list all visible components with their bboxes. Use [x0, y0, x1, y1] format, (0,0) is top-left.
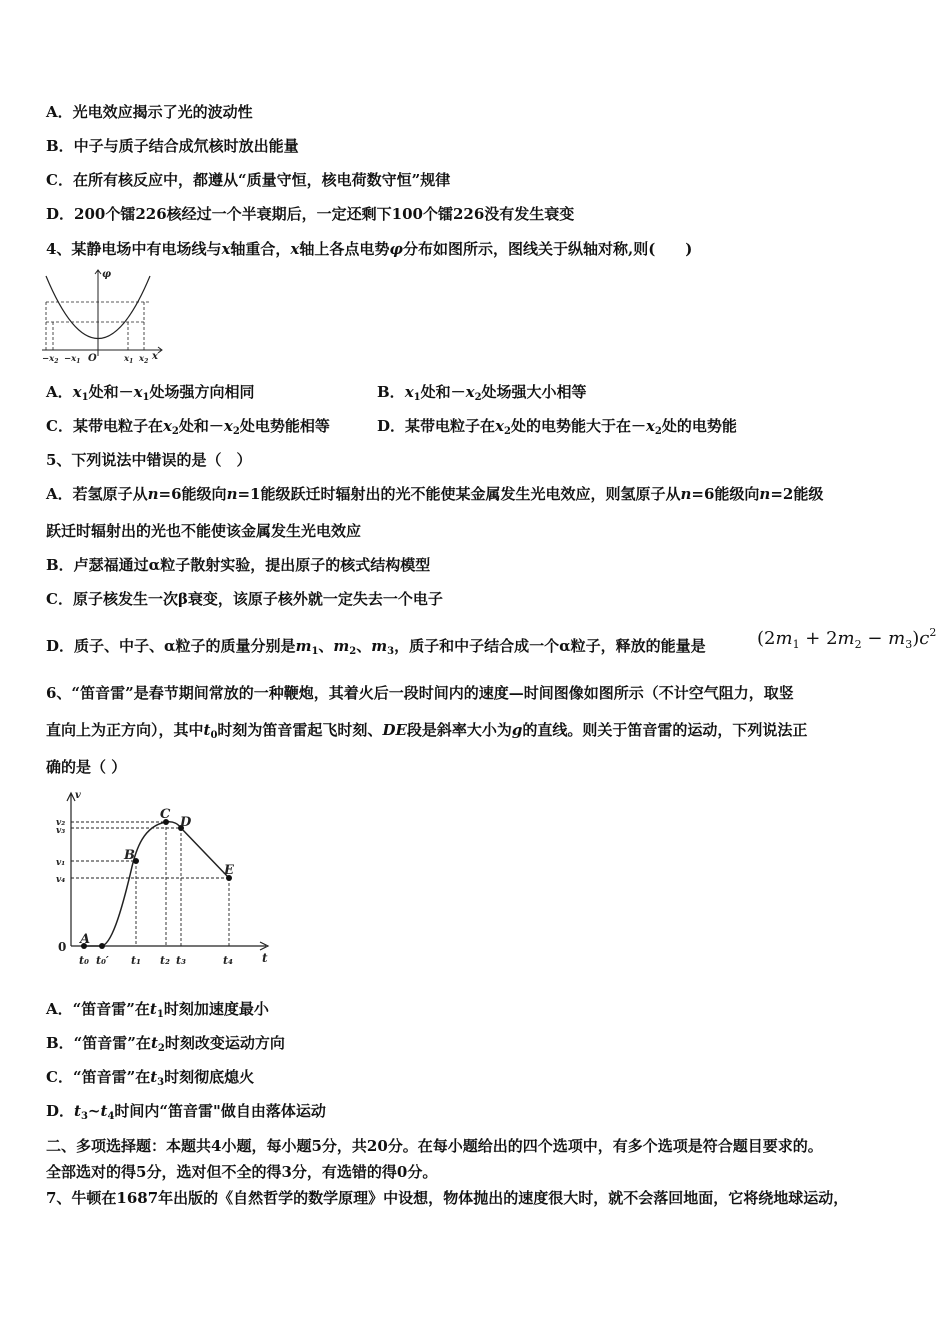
- q3-option-b: B．中子与质子结合成氘核时放出能量: [46, 137, 299, 155]
- q5-option-a-line2: 跃迁时辐射出的光也不能使该金属发生光电效应: [46, 522, 362, 540]
- section2-instructions-line2: 全部选对的得5分，选对但不全的得3分，有选错的得0分。: [46, 1163, 438, 1181]
- svg-text:v: v: [75, 790, 81, 801]
- tick-neg-x1: $-x_1$: [64, 354, 81, 365]
- svg-text:v₃: v₃: [56, 826, 66, 836]
- svg-text:t₂: t₂: [160, 954, 170, 967]
- origin-label: O: [88, 353, 97, 364]
- x-axis-label: x: [152, 351, 158, 362]
- q6-stem-line2: 直向上为正方向），其中$t_0$时刻为笛音雷起飞时刻、DE段是斜率大小为g的直线。则关于笛音雷的运动，下列说法正: [46, 721, 808, 741]
- q5-stem: 5、下列说法中错误的是（ ）: [46, 451, 252, 469]
- q3-option-d: D．200个镭226核经过一个半衰期后，一定还剩下100个镭226没有发生衰变: [46, 205, 575, 223]
- tick-x1: $x_1$: [124, 354, 134, 365]
- svg-text:t₀: t₀: [79, 954, 89, 967]
- svg-text:v₂: v₂: [56, 818, 66, 828]
- svg-text:0: 0: [58, 940, 67, 954]
- energy-formula: $(2m_1 + 2m_2 - m_3)c^2$: [757, 626, 937, 651]
- q4-option-c: C．某带电粒子在$x_2$处和$-x_2$处电势能相等: [46, 417, 330, 437]
- q6-option-d: D．$t_3\sim t_4$时间内“笛音雷"做自由落体运动: [46, 1102, 326, 1122]
- q6-stem-line3: 确的是（ ）: [46, 758, 127, 776]
- q4-option-a: A．$x_1$处和$-x_1$处场强方向相同: [46, 383, 255, 403]
- q4-option-b: B．$x_1$处和$-x_2$处场强大小相等: [377, 383, 587, 403]
- svg-text:A: A: [80, 932, 91, 947]
- svg-text:E: E: [224, 863, 234, 878]
- svg-text:t: t: [262, 951, 268, 965]
- q3-option-a: A．光电效应揭示了光的波动性: [46, 103, 253, 121]
- svg-text:t₁: t₁: [131, 954, 141, 967]
- q4-stem: 4、某静电场中有电场线与x轴重合，x轴上各点电势φ分布如图所示，图线关于纵轴对称,则( ): [46, 240, 693, 258]
- q6-option-c: C．“笛音雷”在$t_3$时刻彻底熄火: [46, 1068, 255, 1088]
- q4-option-d: D．某带电粒子在$x_2$处的电势能大于在$-x_2$处的电势能: [377, 417, 737, 437]
- phi-axis-label: φ: [102, 269, 112, 280]
- section2-instructions-line1: 二、多项选择题：本题共4小题，每小题5分，共20分。在每小题给出的四个选项中，有多个选项是符合题目要求的。: [46, 1137, 823, 1155]
- svg-text:B: B: [124, 848, 135, 863]
- potential-graph: [40, 266, 170, 366]
- tick-neg-x2: $-x_2$: [42, 354, 59, 365]
- velocity-time-graph: [56, 788, 276, 970]
- svg-text:t₃: t₃: [176, 954, 186, 967]
- tick-x2: $x_2$: [139, 354, 149, 365]
- q3-option-c: C．在所有核反应中，都遵从“质量守恒，核电荷数守恒”规律: [46, 171, 451, 189]
- q6-stem-line1: 6、“笛音雷”是春节期间常放的一种鞭炮，其着火后一段时间内的速度—时间图像如图所示（不计空气阻力，取竖: [46, 684, 794, 702]
- q5-option-b: B．卢瑟福通过α粒子散射实验，提出原子的核式结构模型: [46, 556, 431, 574]
- q5-option-a-line1: A．若氢原子从n=6能级向n=1能级跃迁时辐射出的光不能使某金属发生光电效应，则氢原子从n=6能级向n=2能级: [46, 485, 824, 503]
- svg-text:C: C: [160, 807, 171, 822]
- q7-stem-line1: 7、牛顿在1687年出版的《自然哲学的数学原理》中设想，物体抛出的速度很大时，就不会落回地面，它将绕地球运动，: [46, 1189, 849, 1207]
- point-t0-prime: [99, 943, 105, 949]
- svg-text:t₀′: t₀′: [96, 954, 109, 967]
- q5-option-c: C．原子核发生一次β衰变，该原子核外就一定失去一个电子: [46, 590, 443, 608]
- svg-text:t₄: t₄: [223, 954, 233, 967]
- svg-text:v₁: v₁: [56, 858, 66, 868]
- q6-option-a: A．“笛音雷”在$t_1$时刻加速度最小: [46, 1000, 269, 1020]
- svg-text:v₄: v₄: [56, 875, 66, 885]
- q5-option-d: D．质子、中子、α粒子的质量分别是$m_1$、$m_2$、$m_3$，质子和中子结合成一个α粒子，释放的能量是: [46, 637, 706, 657]
- svg-text:D: D: [180, 815, 192, 830]
- q6-option-b: B．“笛音雷”在$t_2$时刻改变运动方向: [46, 1034, 285, 1054]
